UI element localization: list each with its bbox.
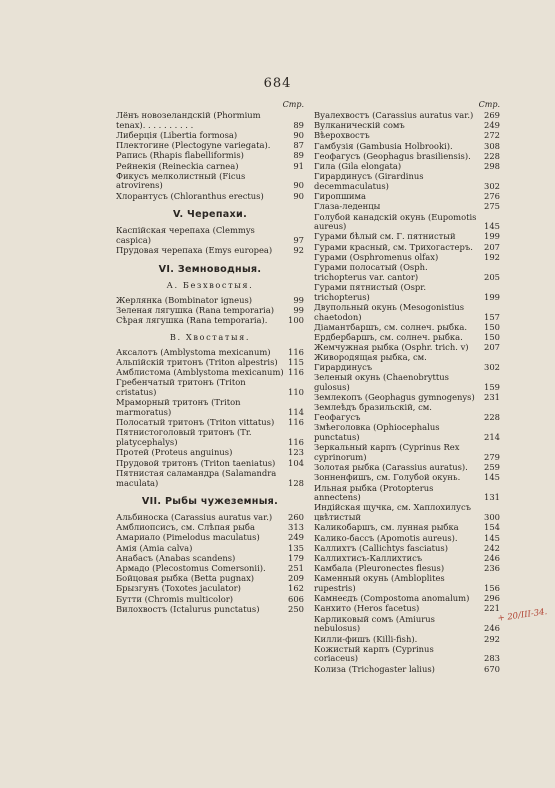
- section-heading: V. Черепахи.: [172, 209, 248, 221]
- entry-title: Пятнистоголовый тритонъ (Tr. platycephalys): [116, 427, 252, 448]
- entry-page-number: 91: [293, 160, 304, 171]
- entry-page-number: 302: [484, 362, 500, 373]
- index-entry: [116, 246, 304, 256]
- entry-page-number: 99: [293, 305, 304, 316]
- entry-title: Камнеєдъ (Compostoma anomalum): [314, 593, 470, 604]
- index-entry: [116, 226, 304, 245]
- entry-page-number: 159: [484, 381, 500, 392]
- entry-title: Альпійскій тритонъ (Triton alpestris): [116, 357, 278, 368]
- entry-title: Каликобаршъ, см. лунная рыбка: [314, 522, 459, 533]
- index-entry: [314, 202, 500, 212]
- entry-title: Карликовый сомъ (Amiurus nebulosus): [314, 613, 435, 634]
- entry-title: Зеленый окунь (Chaenobryttus gulosus): [314, 372, 449, 392]
- entry-title: Колиза (Trichogaster lalius): [314, 663, 435, 674]
- entry-page-number: 192: [484, 251, 500, 262]
- entry-page-number: 154: [484, 522, 500, 533]
- subsection-heading: А. Безхвостыя.: [166, 280, 254, 291]
- index-entry: [116, 554, 304, 564]
- index-entry: [116, 151, 304, 161]
- entry-title: Гурами бѣлый см. Г. пятнистый: [314, 231, 456, 242]
- entry-title: Полосатый тритонъ (Triton vittatus): [116, 417, 275, 428]
- index-entry: [314, 604, 500, 614]
- entry-title: Прудовая черепаха (Emys europea): [116, 244, 273, 255]
- entry-title: Кожистый карпъ (Cyprinus coriaceus): [314, 643, 434, 664]
- entry-page-number: 199: [484, 231, 500, 242]
- section-heading: VI. Земноводныя.: [158, 263, 262, 275]
- entry-page-number: 157: [484, 311, 500, 322]
- entry-page-number: 110: [288, 387, 304, 398]
- index-entry: [314, 484, 500, 503]
- entry-title: Рапись (Rhapis flabelliformis): [116, 150, 244, 161]
- entry-page-number: 89: [293, 150, 304, 161]
- entry-page-number: 90: [293, 129, 304, 140]
- entry-title: Альбиноска (Carassius auratus var.): [116, 511, 273, 522]
- entry-title: Гребенчатый тритонъ (Triton cristatus): [116, 377, 246, 398]
- entry-title: Каспійская черепаха (Clemmys caspica): [116, 225, 255, 245]
- entry-page-number: 116: [288, 417, 304, 428]
- index-entry: [314, 635, 500, 645]
- index-entry: [314, 443, 500, 462]
- index-entry: [314, 323, 500, 333]
- entry-title: Гиропшима: [314, 191, 366, 202]
- entry-page-number: 249: [288, 532, 304, 543]
- entry-page-number: 179: [288, 552, 304, 563]
- entry-title: Прудовой тритонъ (Triton taeniatus): [116, 457, 276, 468]
- entry-page-number: 275: [484, 201, 500, 212]
- entry-title: Анабасъ (Anabas scandens): [116, 552, 236, 563]
- entry-page-number: 114: [288, 407, 304, 418]
- entry-title: Зонненфишъ, см. Голубой окунь.: [314, 472, 461, 483]
- index-entry: [314, 503, 500, 522]
- index-entry: [116, 111, 304, 130]
- section-heading: VII. Рыбы чужеземныя.: [141, 496, 279, 508]
- index-entry: [314, 403, 500, 422]
- entry-title: Гурами полосатый (Osph. trichopterus var. cantor): [314, 262, 428, 282]
- entry-title: Гурами (Osphromenus olfax): [314, 251, 439, 262]
- entry-page-number: 251: [288, 562, 304, 573]
- entry-title: Гила (Gila elongata): [314, 161, 402, 172]
- entry-title: Амія (Amia calva): [116, 542, 193, 553]
- entry-title: Армадо (Plecostomus Comersonii).: [116, 562, 266, 573]
- entry-title: Либерція (Libertia formosa): [116, 129, 238, 140]
- entry-title: Живородящая рыбка, см. Гирардинусъ: [314, 352, 427, 373]
- entry-title: Гирардинусъ (Girardinus decemmaculatus): [314, 171, 424, 191]
- entry-title: Вѣерохвостъ: [314, 130, 370, 141]
- entry-page-number: 87: [293, 140, 304, 151]
- entry-title: Двупольный окунь (Mesogonistius chaetodon): [314, 301, 465, 322]
- entry-page-number: 246: [484, 623, 500, 634]
- entry-page-number: 313: [288, 522, 304, 533]
- index-entry: [116, 162, 304, 172]
- entry-title: Землекопъ (Geophagus gymnogenys): [314, 392, 475, 403]
- index-entry: [116, 428, 304, 447]
- entry-page-number: 90: [293, 180, 304, 191]
- entry-page-number: 250: [288, 603, 304, 614]
- index-entry: [116, 459, 304, 469]
- index-entry: [314, 131, 500, 141]
- entry-title: Бутти (Chromis multicolor): [116, 593, 234, 604]
- entry-page-number: 90: [293, 190, 304, 201]
- handwritten-note: + 20/III-34.: [497, 607, 548, 624]
- entry-title: Сѣрая лягушка (Rana temporaria).: [116, 315, 268, 326]
- entry-page-number: 199: [484, 291, 500, 302]
- entry-title: Плектогине (Plectogyne variegata).: [116, 140, 271, 151]
- entry-page-number: 308: [484, 140, 500, 151]
- entry-title: Протей (Proteus anguinus): [116, 447, 233, 458]
- index-entry: [314, 645, 500, 664]
- right-page-header: Стр.: [478, 100, 500, 109]
- entry-page-number: 145: [484, 472, 500, 483]
- index-entry: [314, 523, 500, 533]
- entry-title: Змѣеголовка (Ophiocephalus punctatus): [314, 422, 440, 442]
- index-entry: [116, 584, 304, 594]
- entry-page-number: 128: [288, 477, 304, 488]
- index-entry: [314, 353, 500, 372]
- entry-page-number: 205: [484, 271, 500, 282]
- left-column: [116, 100, 304, 615]
- entry-page-number: 298: [484, 161, 500, 172]
- entry-title: Канхито (Heros facetus): [314, 603, 420, 614]
- entry-title: Брызгунъ (Toxotes jaculator): [116, 583, 241, 594]
- index-entry: [116, 378, 304, 397]
- entry-page-number: 104: [288, 457, 304, 468]
- entry-page-number: 228: [484, 412, 500, 423]
- entry-page-number: 131: [484, 492, 500, 503]
- entry-title: Гамбузія (Gambusia Holbrooki).: [314, 140, 453, 151]
- index-entry: [116, 398, 304, 417]
- entry-title: Голубой канадскій окунь (Eupomotis aureus): [314, 211, 477, 232]
- index-entry: [314, 473, 500, 483]
- entry-page-number: 100: [288, 315, 304, 326]
- entry-title: Камбала (Pleuronectes flesus): [314, 563, 445, 574]
- left-entries: [116, 111, 304, 614]
- entry-title: Вилохвостъ (Ictalurus punctatus): [116, 603, 260, 614]
- entry-page-number: 116: [288, 437, 304, 448]
- entry-page-number: 228: [484, 150, 500, 161]
- index-entry: [116, 533, 304, 543]
- entry-title: Лёнъ новозеландскій (Phormium tenax). . . . . . . . . .: [116, 110, 261, 130]
- entry-title: Золотая рыбка (Carassius auratus).: [314, 462, 468, 473]
- entry-title: Хлорантусъ (Chloranthus erectus): [116, 190, 264, 201]
- index-entry: [314, 574, 500, 593]
- index-entry: [314, 303, 500, 322]
- index-entry: [314, 243, 500, 253]
- entry-page-number: 207: [484, 342, 500, 353]
- subsection-heading: В. Хвостатыя.: [169, 332, 251, 343]
- entry-title: Мраморный тритонъ (Triton marmoratus): [116, 397, 241, 418]
- entry-page-number: 236: [484, 563, 500, 574]
- right-column: [314, 100, 500, 675]
- index-entry: [116, 172, 304, 191]
- entry-page-number: 156: [484, 583, 500, 594]
- right-entries: [314, 111, 500, 674]
- entry-page-number: 246: [484, 552, 500, 563]
- index-entry: [314, 665, 500, 675]
- index-entry: [314, 213, 500, 232]
- entry-page-number: 302: [484, 180, 500, 191]
- index-entry: [314, 283, 500, 302]
- entry-title: Каллихтисъ-Каллихтисъ: [314, 552, 423, 563]
- entry-page-number: 259: [484, 462, 500, 473]
- entry-title: Рейнекія (Reineckia carnea): [116, 160, 239, 171]
- entry-title: Амблиопсисъ, см. Слѣпая рыба: [116, 522, 255, 533]
- entry-page-number: 276: [484, 191, 500, 202]
- entry-page-number: 249: [484, 120, 500, 131]
- entry-page-number: 145: [484, 532, 500, 543]
- index-entry: [116, 605, 304, 615]
- entry-title: Зеркальный карпъ (Cyprinus Rex cyprinorum): [314, 442, 460, 462]
- entry-page-number: 116: [288, 367, 304, 378]
- index-entry: [314, 615, 500, 634]
- entry-page-number: 300: [484, 512, 500, 523]
- entry-title: Амблистома (Amblystoma mexicanum): [116, 367, 284, 378]
- entry-page-number: 272: [484, 130, 500, 141]
- entry-title: Фикусъ мелколистный (Ficus atrovirens): [116, 170, 246, 191]
- index-entry: [314, 172, 500, 191]
- entry-page-number: 670: [484, 663, 500, 674]
- entry-title: Зеленая лягушка (Rana temporaria): [116, 305, 274, 316]
- index-entry: [314, 423, 500, 442]
- index-entry: [314, 142, 500, 152]
- entry-page-number: 606: [288, 593, 304, 604]
- index-entry: [116, 448, 304, 458]
- entry-page-number: 99: [293, 295, 304, 306]
- index-entry: [314, 263, 500, 282]
- page-number: 684: [263, 76, 292, 91]
- entry-page-number: 135: [288, 542, 304, 553]
- entry-page-number: 92: [293, 244, 304, 255]
- entry-page-number: 296: [484, 593, 500, 604]
- entry-page-number: 283: [484, 653, 500, 664]
- index-entry: [314, 232, 500, 242]
- entry-title: Гурами пятнистый (Ospr. trichopterus): [314, 281, 427, 302]
- index-entry: [116, 469, 304, 488]
- entry-title: Индійская щучка, см. Хаплохилусъ цвѣтистый: [314, 502, 471, 523]
- entry-title: Землеѣдъ бразильскій, см. Геофагусъ: [314, 402, 432, 423]
- entry-title: Аксалотъ (Amblystoma mexicanum): [116, 346, 271, 357]
- entry-title: Пятнистая саламандра (Salamandra maculata): [116, 467, 277, 488]
- index-entry: [116, 192, 304, 202]
- entry-page-number: 123: [288, 447, 304, 458]
- entry-title: Ильная рыбка (Protopterus annectens): [314, 482, 434, 503]
- entry-title: Амариало (Pimelodus maculatus): [116, 532, 260, 543]
- entry-page-number: 150: [484, 331, 500, 342]
- entry-title: Ердбербаршъ, см. солнеч. рыбка.: [314, 331, 463, 342]
- entry-title: Гурами красный, см. Трихогастеръ.: [314, 241, 473, 252]
- entry-title: Жерлянка (Bombinator igneus): [116, 295, 253, 306]
- entry-title: Вулканическій сомъ: [314, 120, 405, 131]
- index-entry: [314, 544, 500, 554]
- entry-page-number: 97: [293, 234, 304, 245]
- entry-page-number: 89: [293, 119, 304, 130]
- entry-title: Геофагусъ (Geophagus brasiliensis).: [314, 150, 471, 161]
- entry-title: Килли-фишъ (Killi-fish).: [314, 633, 418, 644]
- entry-page-number: 150: [484, 321, 500, 332]
- entry-page-number: 145: [484, 221, 500, 232]
- entry-title: Каменный окунь (Ambloplites rupestris): [314, 573, 445, 594]
- entry-page-number: 214: [484, 432, 500, 442]
- entry-title: Глаза-леденцы: [314, 201, 381, 212]
- entry-page-number: 207: [484, 241, 500, 252]
- entry-title: Каллихтъ (Callichtys fasciatus): [314, 542, 448, 553]
- index-entry: [314, 373, 500, 392]
- entry-page-number: 116: [288, 346, 304, 357]
- entry-title: Вуалехвостъ (Carassius auratus var.): [314, 110, 474, 120]
- entry-page-number: 269: [484, 110, 500, 120]
- entry-title: Діамантбаршъ, см. солнеч. рыбка.: [314, 321, 467, 332]
- entry-page-number: 115: [288, 357, 304, 368]
- entry-page-number: 221: [484, 603, 500, 614]
- entry-page-number: 279: [484, 451, 500, 462]
- index-entry: [314, 534, 500, 544]
- entry-title: Бойцовая рыбка (Betta pugnax): [116, 573, 255, 584]
- index-entry: [116, 316, 304, 326]
- index-entry: [116, 544, 304, 554]
- entry-title: Калико-бассъ (Apomotis aureus).: [314, 532, 458, 543]
- index-entry: [116, 595, 304, 605]
- entry-page-number: 162: [288, 583, 304, 594]
- entry-page-number: 260: [288, 511, 304, 522]
- entry-page-number: 231: [484, 392, 500, 403]
- left-page-header: Стр.: [282, 100, 304, 109]
- entry-page-number: 242: [484, 542, 500, 553]
- entry-title: Жемчужная рыбка (Osphr. trich. v): [314, 342, 469, 353]
- entry-page-number: 209: [288, 573, 304, 584]
- entry-page-number: 292: [484, 633, 500, 644]
